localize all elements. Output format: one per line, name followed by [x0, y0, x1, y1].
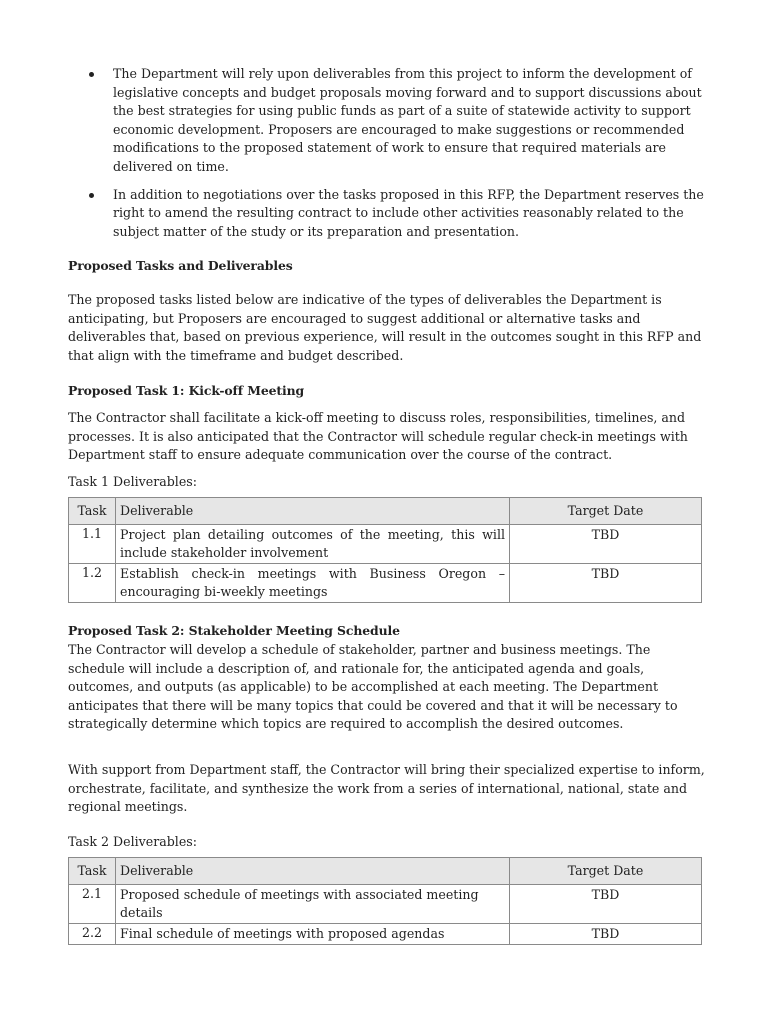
deliverable-text: Final schedule of meetings with proposed agendas: [116, 924, 510, 945]
section-heading: Proposed Tasks and Deliverables: [68, 258, 293, 273]
task-number: 2.1: [69, 885, 116, 924]
table-header-row: [69, 858, 702, 885]
task-number: 1.2: [69, 564, 116, 603]
task1-deliverables-table: [68, 497, 702, 603]
bullet-item: [68, 186, 708, 242]
task2-heading: Proposed Task 2: Stakeholder Meeting Schedule: [68, 623, 400, 638]
bullet-icon: [89, 72, 94, 77]
bullet-list: [68, 65, 708, 250]
deliverable-text: Establish check-in meetings with Business Oregon – encouraging bi-weekly meetings: [116, 564, 510, 603]
task2-body-2: With support from Department staff, the Contractor will bring their specialized expertise to inform, orchestrate, facilitate, and synthesize the work from a series of international, national, state and regional meetings.: [68, 762, 705, 815]
task2-body: The Contractor will develop a schedule of stakeholder, partner and business meetings. The schedule will include a description of, and rationale for, the anticipated agenda and goals, outcomes, and outputs (as applicable) to be accomplished at each meeting. The Department anticipates that there will be many topics that could be covered and that it will be necessary to strategically determine which topics are required to accomplish the desired outcomes.: [68, 642, 678, 732]
task1-body: The Contractor shall facilitate a kick-off meeting to discuss roles, responsibilities, timelines, and processes. It is also anticipated that the Contractor will schedule regular check-in meetings with Department staff to ensure adequate communication over the course of the contract.: [68, 410, 688, 463]
col-header-deliverable: Deliverable: [116, 498, 510, 525]
table-header-row: [69, 498, 702, 525]
col-header-task: Task: [69, 498, 116, 525]
col-header-task: Task: [69, 858, 116, 885]
bullet-text: The Department will rely upon deliverables from this project to inform the development of legislative concepts and budget proposals moving forward and to support discussions about the best strategies for using public funds as part of a suite of statewide activity to support economic development. Proposers are encouraged to make suggestions or recommended modifications to the proposed statement of work to ensure that required materials are delivered on time.: [113, 66, 702, 174]
target-date: TBD: [510, 564, 702, 603]
table-row: [69, 924, 702, 945]
target-date: TBD: [510, 924, 702, 945]
bullet-icon: [89, 193, 94, 198]
col-header-deliverable: Deliverable: [116, 858, 510, 885]
table-row: [69, 564, 702, 603]
bullet-item: [68, 65, 708, 177]
col-header-target-date: Target Date: [510, 858, 702, 885]
task2-deliverables-table: [68, 857, 702, 945]
col-header-target-date: Target Date: [510, 498, 702, 525]
task1-deliverables-label: Task 1 Deliverables:: [68, 474, 197, 489]
table-row: [69, 885, 702, 924]
section-intro: The proposed tasks listed below are indicative of the types of deliverables the Department is anticipating, but Proposers are encouraged to suggest additional or alternative tasks and deliverables that, based on previous experience, will result in the outcomes sought in this RFP and that align with the timeframe and budget described.: [68, 292, 702, 363]
deliverable-text: Project plan detailing outcomes of the meeting, this will include stakeholder involvement: [116, 525, 510, 564]
task-number: 1.1: [69, 525, 116, 564]
target-date: TBD: [510, 525, 702, 564]
table-row: [69, 525, 702, 564]
deliverable-text: Proposed schedule of meetings with associated meeting details: [116, 885, 510, 924]
task1-heading: Proposed Task 1: Kick-off Meeting: [68, 383, 305, 398]
target-date: TBD: [510, 885, 702, 924]
task2-deliverables-label: Task 2 Deliverables:: [68, 834, 197, 849]
bullet-text: In addition to negotiations over the tasks proposed in this RFP, the Department reserves the right to amend the resulting contract to include other activities reasonably related to the subject matter of the study or its preparation and presentation.: [113, 186, 704, 239]
task-number: 2.2: [69, 924, 116, 945]
